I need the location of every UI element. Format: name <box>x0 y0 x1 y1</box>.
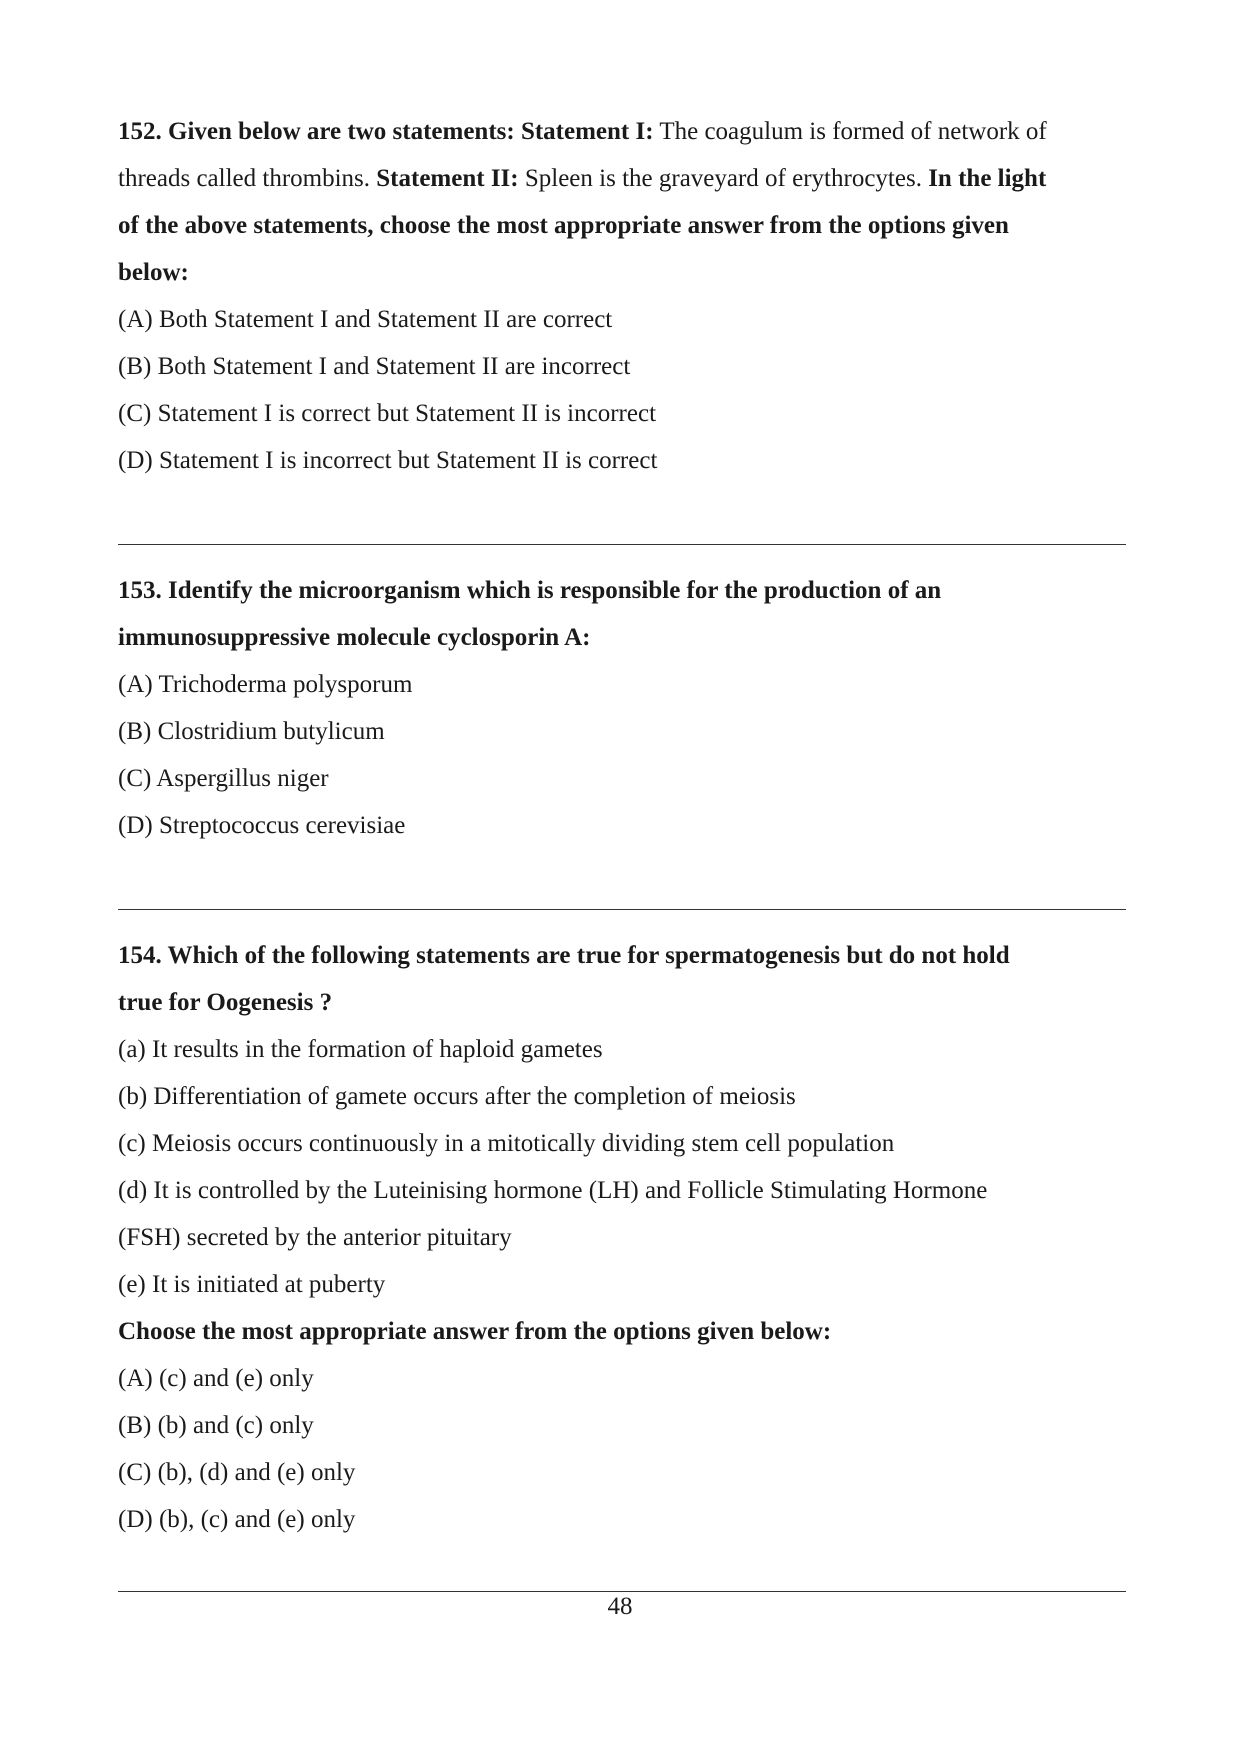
q154-heading-line-2: true for Oogenesis ? <box>118 989 333 1016</box>
q152-statement-1-text: The coagulum is formed of network of <box>653 118 1047 145</box>
q153-option-b: (B) Clostridium butylicum <box>118 718 385 745</box>
q152-instruction-line-3: of the above statements, choose the most appropriate answer from the options given <box>118 212 1009 239</box>
q152-instruction-line-4: below: <box>118 259 189 286</box>
q154-statement-c: (c) Meiosis occurs continuously in a mitotically dividing stem cell population <box>118 1130 895 1157</box>
question-154 <box>118 932 1126 1543</box>
q154-option-d: (D) (b), (c) and (e) only <box>118 1506 356 1533</box>
q153-option-a: (A) Trichoderma polysporum <box>118 671 413 698</box>
q152-option-b: (B) Both Statement I and Statement II are incorrect <box>118 353 631 380</box>
question-152-line-1 <box>118 108 1126 155</box>
q152-option-c: (C) Statement I is correct but Statement II is incorrect <box>118 400 657 427</box>
q153-heading-line-1: 153. Identify the microorganism which is responsible for the production of an <box>118 577 942 604</box>
q152-option-d: (D) Statement I is incorrect but Statement II is correct <box>118 447 658 474</box>
q154-option-b: (B) (b) and (c) only <box>118 1412 314 1439</box>
q154-statement-d: (d) It is controlled by the Luteinising hormone (LH) and Follicle Stimulating Hormone <box>118 1177 988 1204</box>
q154-heading-line-1: 154. Which of the following statements are true for spermatogenesis but do not hold <box>118 942 1010 969</box>
q154-statement-d-cont: (FSH) secreted by the anterior pituitary <box>118 1224 512 1251</box>
q152-heading: 152. Given below are two statements: Statement I: <box>118 118 654 145</box>
q152-instruction-start: In the light <box>928 165 1047 192</box>
question-152 <box>118 108 1126 484</box>
question-152-line-2 <box>118 155 1126 202</box>
q154-instruction: Choose the most appropriate answer from the options given below: <box>118 1318 832 1345</box>
q154-option-a: (A) (c) and (e) only <box>118 1365 314 1392</box>
q154-statement-a: (a) It results in the formation of haploid gametes <box>118 1036 603 1063</box>
q153-option-c: (C) Aspergillus niger <box>118 765 329 792</box>
q152-option-a: (A) Both Statement I and Statement II are correct <box>118 306 613 333</box>
question-153 <box>118 567 1126 849</box>
q152-statement-2-text: Spleen is the graveyard of erythrocytes. <box>518 165 929 192</box>
document-page <box>118 108 1126 1592</box>
page-number: 48 <box>607 1593 633 1620</box>
q152-statement-2-label: Statement II: <box>376 165 519 192</box>
q154-statement-b: (b) Differentiation of gamete occurs after the completion of meiosis <box>118 1083 796 1110</box>
q152-statement-1-cont: threads called thrombins. <box>118 165 377 192</box>
q153-option-d: (D) Streptococcus cerevisiae <box>118 812 406 839</box>
q153-heading-line-2: immunosuppressive molecule cyclosporin A: <box>118 624 591 651</box>
q154-option-c: (C) (b), (d) and (e) only <box>118 1459 356 1486</box>
q154-statement-e: (e) It is initiated at puberty <box>118 1271 386 1298</box>
